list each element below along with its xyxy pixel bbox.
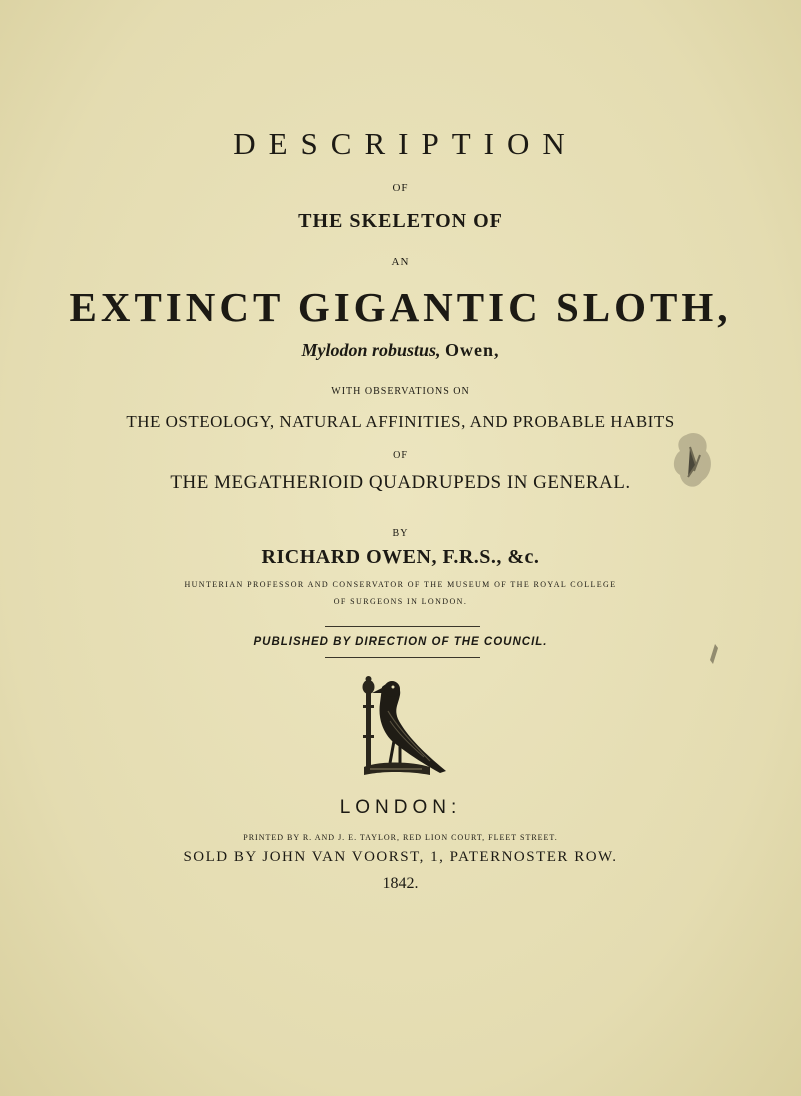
species-authority: Owen,	[445, 340, 500, 360]
publication-year: 1842.	[382, 875, 419, 892]
heading-description: DESCRIPTION	[233, 126, 578, 161]
divider-bottom	[325, 657, 480, 658]
connector-by: BY	[392, 528, 409, 539]
ink-mark	[709, 644, 719, 664]
printer-line: PRINTED BY R. AND J. E. TAYLOR, RED LION COURT, FLEET STREET.	[243, 833, 558, 842]
heraldic-bird-icon	[360, 675, 448, 780]
imprint-city: LONDON:	[339, 797, 462, 818]
connector-of-2: OF	[393, 450, 408, 461]
main-title: EXTINCT GIGANTIC SLOTH,	[69, 284, 732, 330]
published-by: PUBLISHED BY DIRECTION OF THE COUNCIL.	[253, 636, 548, 648]
subtitle-osteology: THE OSTEOLOGY, NATURAL AFFINITIES, AND PROBABLE HABITS	[126, 412, 675, 431]
ink-stain	[666, 425, 718, 495]
species-name	[0, 340, 801, 361]
connector-of: OF	[392, 182, 409, 194]
subtitle-megatherioid: THE MEGATHERIOID QUADRUPEDS IN GENERAL.	[170, 472, 631, 493]
connector-an: AN	[391, 256, 410, 268]
publisher-line: SOLD BY JOHN VAN VOORST, 1, PATERNOSTER ROW.	[183, 849, 618, 865]
author-name: RICHARD OWEN, F.R.S., &c.	[261, 546, 540, 568]
divider-top	[325, 626, 480, 627]
author-title-line-1: HUNTERIAN PROFESSOR AND CONSERVATOR OF THE MUSEUM OF THE ROYAL COLLEGE	[184, 580, 617, 589]
heading-skeleton: THE SKELETON OF	[298, 210, 503, 232]
species-binomial: Mylodon robustus,	[301, 340, 441, 360]
author-title-line-2: OF SURGEONS IN LONDON.	[333, 597, 468, 606]
subtitle-intro: WITH OBSERVATIONS ON	[331, 386, 470, 397]
